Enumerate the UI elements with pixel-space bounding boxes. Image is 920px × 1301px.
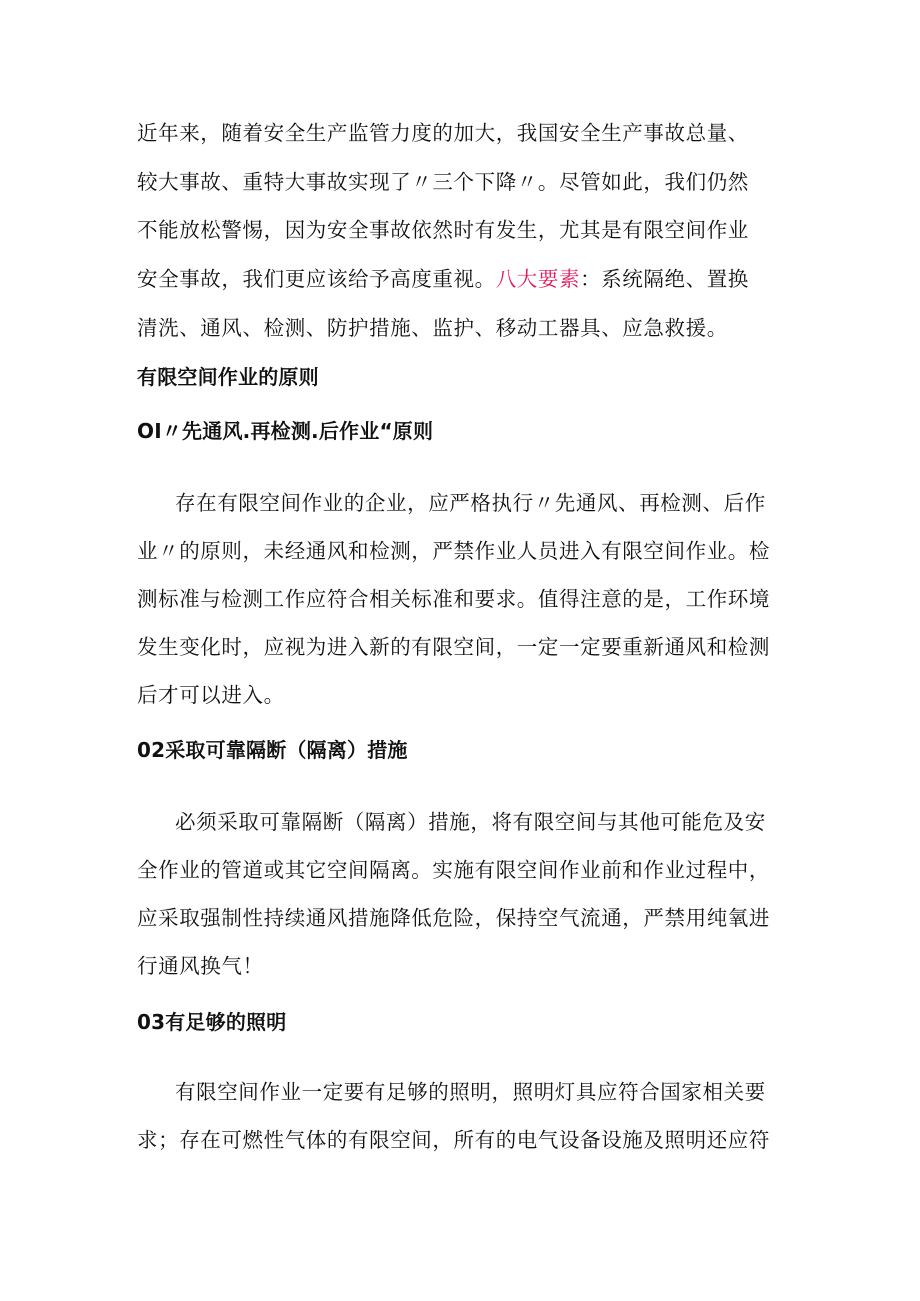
section-title: 有限空间作业的原则 [137,365,319,389]
intro-line-4-text-before: 安全事故，我们更应该给予高度重视。 [137,267,496,291]
section-1-line-2: 业〃的原则，未经通风和检测，严禁作业人员进入有限空间作业。检 [137,539,770,563]
section-2-line-4: 行通风换气！ [137,954,264,978]
section-1-line-3: 测标准与检测工作应符合相关标准和要求。值得注意的是，工作环境 [137,587,770,611]
section-3-line-2: 求；存在可燃性气体的有限空间，所有的电气设备设施及照明还应符 [137,1128,770,1152]
section-2-line-1: 必须采取可靠隔断（隔离）措施，将有限空间与其他可能危及安 [175,810,766,834]
section-2-heading: 02采取可靠隔断（隔离）措施 [137,738,408,762]
intro-line-4-text-after: ：系统隔绝、置换 [580,267,749,291]
section-1-heading: OI〃先通风.再检测.后作业“原则 [137,419,434,443]
intro-line-1: 近年来，随着安全生产监管力度的加大，我国安全生产事故总量、 [137,121,749,145]
intro-line-3: 不能放松警惕，因为安全事故依然时有发生，尤其是有限空间作业 [137,218,749,242]
section-1-line-5: 后才可以进入。 [137,683,285,707]
section-3-line-1: 有限空间作业一定要有足够的照明，照明灯具应符合国家相关要 [175,1080,766,1104]
section-2-line-2: 全作业的管道或其它空间隔离。实施有限空间作业前和作业过程中， [137,858,770,882]
section-1-line-1: 存在有限空间作业的企业，应严格执行〃先通风、再检测、后作 [175,491,766,515]
intro-line-2: 较大事故、重特大事故实现了〃三个下降〃。尽管如此，我们仍然 [137,170,749,194]
highlight-eight-elements: 八大要素 [495,267,581,291]
section-2-line-3: 应采取强制性持续通风措施降低危险，保持空气流通，严禁用纯氧进 [137,906,770,930]
section-3-heading: 03有足够的照明 [137,1010,287,1034]
intro-line-5: 清洗、通风、检测、防护措施、监护、移动工器具、应急救援。 [137,316,728,340]
intro-line-4 [137,264,749,294]
section-1-line-4: 发生变化时，应视为进入新的有限空间，一定一定要重新通风和检测 [137,635,770,659]
